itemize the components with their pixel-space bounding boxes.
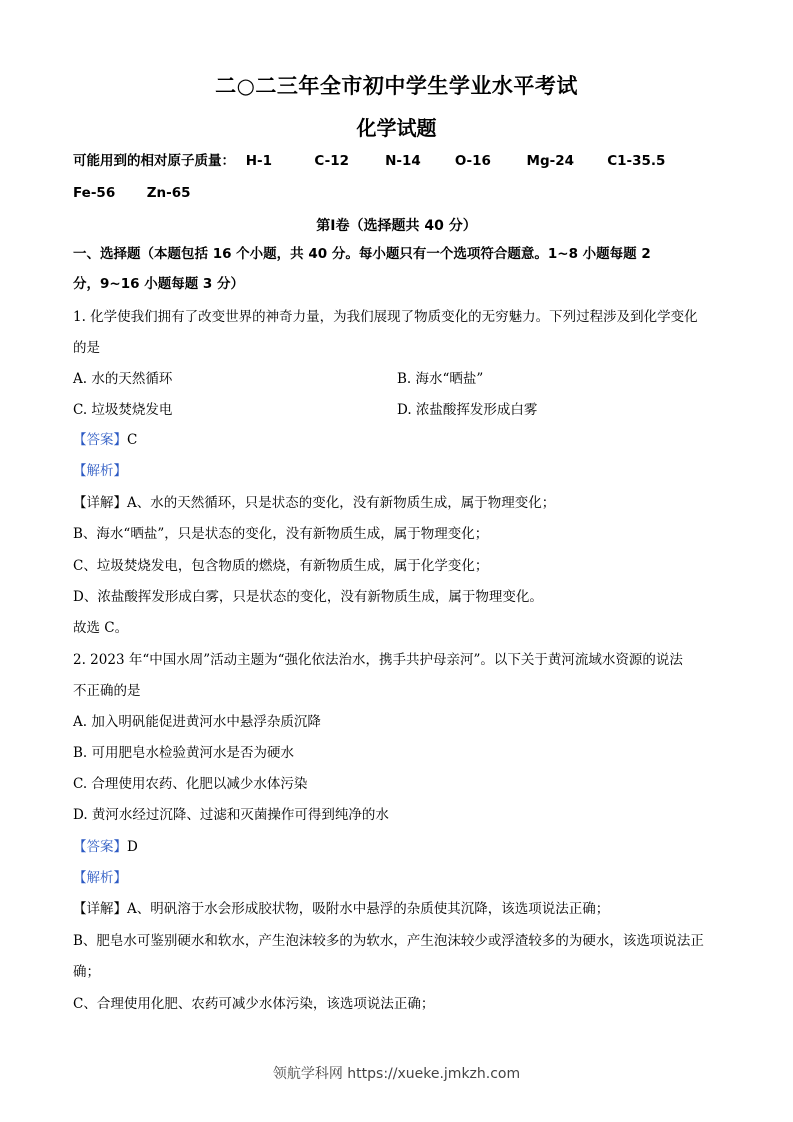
q1-answer-tag: 【答案】	[73, 432, 127, 448]
mass-h: H-1	[245, 153, 272, 169]
q1-option-d: D. 浓盐酸挥发形成白雾	[397, 402, 538, 418]
mass-cl: C1-35.5	[607, 153, 666, 169]
part-instruction-line-2: 分，9~16 小题每题 3 分）	[73, 276, 244, 292]
mass-o: O-16	[454, 153, 491, 169]
q2-answer-tag: 【答案】	[73, 839, 127, 855]
part-instruction-line-1: 一、选择题（本题包括 16 个小题，共 40 分。每小题只有一个选项符合题意。1~8 小题每题 2	[73, 246, 651, 262]
q2-detail-tag: 【详解】	[73, 901, 127, 917]
q1-analysis-tag: 【解析】	[73, 463, 127, 479]
exam-title: 二○二三年全市初中学生学业水平考试	[215, 74, 578, 98]
q1-answer	[73, 431, 137, 449]
q1-option-c: C. 垃圾焚烧发电	[73, 402, 173, 418]
q1-detail-2: B、海水“晒盐”，只是状态的变化，没有新物质生成，属于物理变化；	[73, 526, 489, 542]
mass-mg: Mg-24	[526, 153, 575, 169]
q1-stem-line-1: 1. 化学使我们拥有了改变世界的神奇力量，为我们展现了物质变化的无穷魅力。下列过程涉及到化学变化	[73, 309, 698, 325]
q2-detail-2b: 确；	[73, 964, 100, 980]
q1-detail-3: C、垃圾焚烧发电，包含物质的燃烧，有新物质生成，属于化学变化；	[73, 558, 489, 574]
atomic-mass-line-2	[73, 184, 191, 202]
q2-detail-1: 【详解】A、明矾溶于水会形成胶状物，吸附水中悬浮的杂质使其沉降，该选项说法正确；	[73, 901, 610, 917]
q2-analysis-tag: 【解析】	[73, 870, 127, 886]
q1-conclusion: 故选 C。	[73, 620, 129, 636]
q2-option-a: A. 加入明矾能促进黄河水中悬浮杂质沉降	[73, 714, 321, 730]
q2-stem-line-1: 2. 2023 年“中国水周”活动主题为“强化依法治水，携手共护母亲河”。以下关于黄河流域水资源的说法	[73, 652, 683, 668]
q2-answer	[73, 838, 138, 856]
q1-answer-value: C	[127, 432, 138, 448]
atomic-mass-line-1	[73, 152, 665, 170]
mass-c: C-12	[314, 153, 350, 169]
q1-detail-tag: 【详解】	[73, 495, 127, 511]
mass-zn: Zn-65	[146, 185, 191, 201]
page-footer-watermark: 领航学科网 https://xueke.jmkzh.com	[272, 1066, 521, 1082]
q2-option-c: C. 合理使用农药、化肥以减少水体污染	[73, 776, 308, 792]
section-title: 第Ⅰ卷（选择题共 40 分）	[316, 218, 477, 234]
mass-fe: Fe-56	[73, 185, 116, 201]
q2-option-b: B. 可用肥皂水检验黄河水是否为硬水	[73, 745, 295, 761]
q1-option-a: A. 水的天然循环	[73, 371, 173, 387]
q2-option-d: D. 黄河水经过沉降、过滤和灭菌操作可得到纯净的水	[73, 807, 389, 823]
q2-detail-3: C、合理使用化肥、农药可减少水体污染，该选项说法正确；	[73, 996, 435, 1012]
q1-option-b: B. 海水“晒盐”	[397, 371, 484, 387]
atomic-mass-label: 可能用到的相对原子质量：	[73, 153, 235, 169]
q2-detail-2a: B、肥皂水可鉴别硬水和软水，产生泡沫较多的为软水，产生泡沫较少或浮渣较多的为硬水，该选项说法正	[73, 933, 704, 949]
q2-answer-value: D	[127, 839, 138, 855]
q1-detail-4: D、浓盐酸挥发形成白雾，只是状态的变化，没有新物质生成，属于物理变化。	[73, 589, 543, 605]
q2-stem-line-2: 不正确的是	[73, 683, 141, 699]
q1-stem-line-2: 的是	[73, 340, 100, 356]
q1-detail-1: 【详解】A、水的天然循环，只是状态的变化，没有新物质生成，属于物理变化；	[73, 495, 556, 511]
exam-subtitle: 化学试题	[356, 116, 437, 140]
mass-n: N-14	[385, 153, 421, 169]
